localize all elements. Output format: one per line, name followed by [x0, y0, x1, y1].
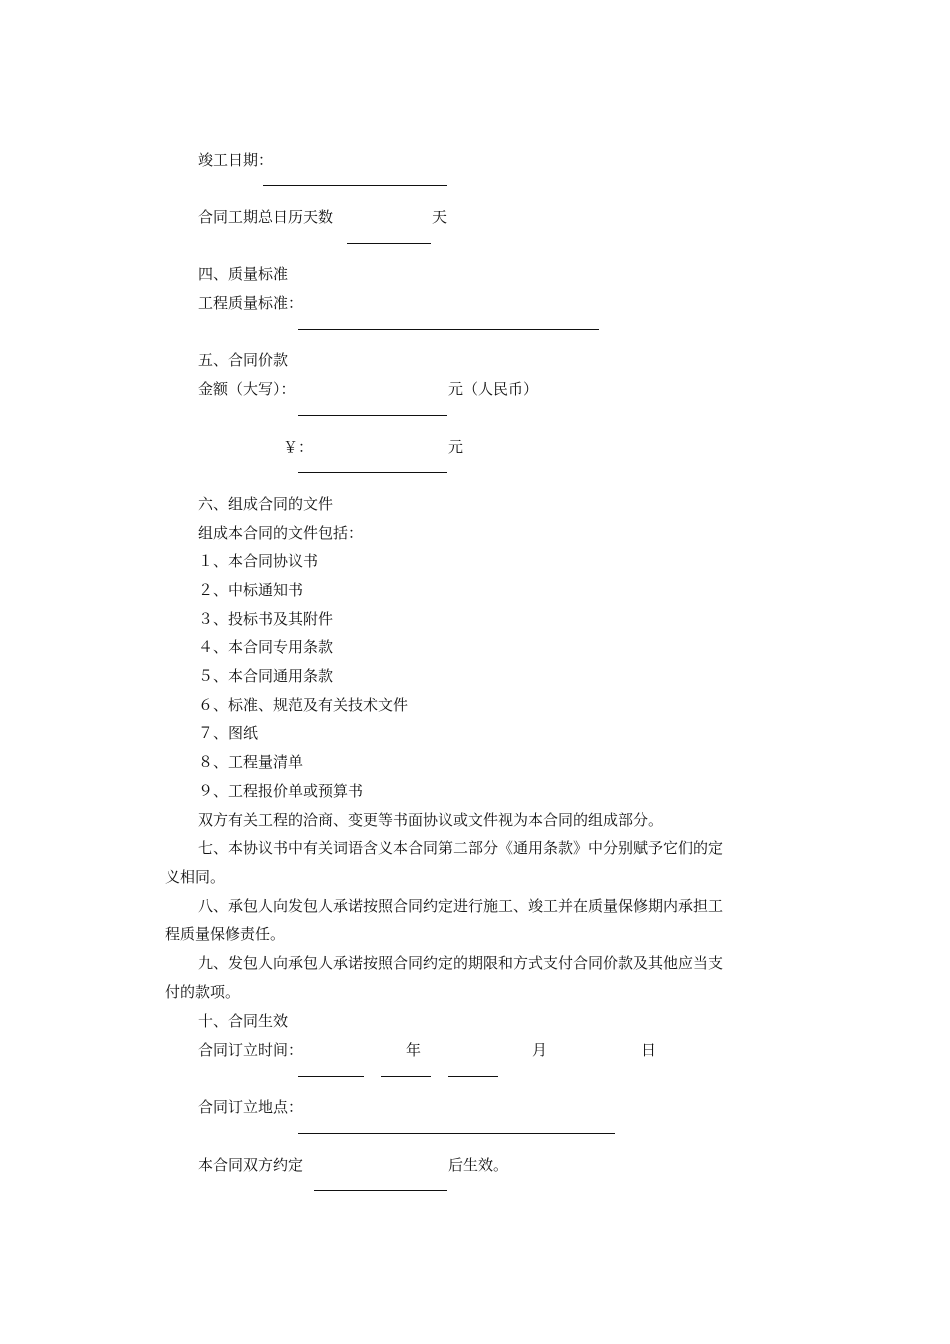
duration-blank [347, 243, 431, 244]
price-upper-blank [298, 415, 447, 416]
clause-9-line-1: 九、发包人向承包人承诺按照合同约定的期限和方式支付合同价款及其他应当支 [198, 954, 724, 972]
effect-heading: 十、合同生效 [198, 1012, 289, 1030]
price-upper-unit: 元（人民币） [448, 380, 539, 398]
price-upper-label: 金额（大写）： [198, 380, 296, 398]
documents-heading: 六、组成合同的文件 [198, 495, 334, 513]
quality-blank [298, 329, 599, 330]
document-item: ３、投标书及其附件 [198, 610, 334, 628]
clause-8-line-2: 程质量保修责任。 [165, 925, 286, 943]
signing-day-unit: 日 [641, 1041, 657, 1059]
signing-day-blank [448, 1076, 498, 1077]
document-item: ６、标准、规范及有关技术文件 [198, 696, 409, 714]
document-item: ９、工程报价单或预算书 [198, 782, 364, 800]
price-symbol-unit: 元 [448, 438, 464, 456]
duration-label: 合同工期总日历天数 [198, 208, 334, 226]
signing-year-unit: 年 [406, 1041, 422, 1059]
documents-note: 双方有关工程的洽商、变更等书面协议或文件视为本合同的组成部分。 [198, 811, 664, 829]
price-symbol-label: ￥： [283, 438, 314, 456]
document-item: １、本合同协议书 [198, 552, 319, 570]
quality-heading: 四、质量标准 [198, 265, 289, 283]
effective-condition-label: 本合同双方约定 [198, 1156, 304, 1174]
price-symbol-blank [298, 472, 447, 473]
clause-9-line-2: 付的款项。 [165, 983, 241, 1001]
signing-place-label: 合同订立地点： [198, 1098, 304, 1116]
price-heading: 五、合同价款 [198, 351, 289, 369]
effective-condition-suffix: 后生效。 [448, 1156, 509, 1174]
signing-year-blank [298, 1076, 364, 1077]
signing-time-label: 合同订立时间： [198, 1041, 304, 1059]
clause-7-line-1: 七、本协议书中有关词语含义本合同第二部分《通用条款》中分别赋予它们的定 [198, 839, 724, 857]
document-item: ８、工程量清单 [198, 753, 304, 771]
effective-condition-blank [314, 1190, 447, 1191]
completion-date-label: 竣工日期： [198, 151, 274, 169]
signing-month-blank [381, 1076, 431, 1077]
document-item: ４、本合同专用条款 [198, 638, 334, 656]
documents-intro: 组成本合同的文件包括： [198, 524, 364, 542]
clause-8-line-1: 八、承包人向发包人承诺按照合同约定进行施工、竣工并在质量保修期内承担工 [198, 897, 724, 915]
document-item: ５、本合同通用条款 [198, 667, 334, 685]
completion-date-blank [263, 185, 447, 186]
clause-7-line-2: 义相同。 [165, 868, 226, 886]
document-item: ２、中标通知书 [198, 581, 304, 599]
document-item: ７、图纸 [198, 724, 259, 742]
duration-unit: 天 [432, 208, 448, 226]
signing-place-blank [298, 1133, 615, 1134]
quality-label: 工程质量标准： [198, 294, 304, 312]
signing-month-unit: 月 [532, 1041, 548, 1059]
